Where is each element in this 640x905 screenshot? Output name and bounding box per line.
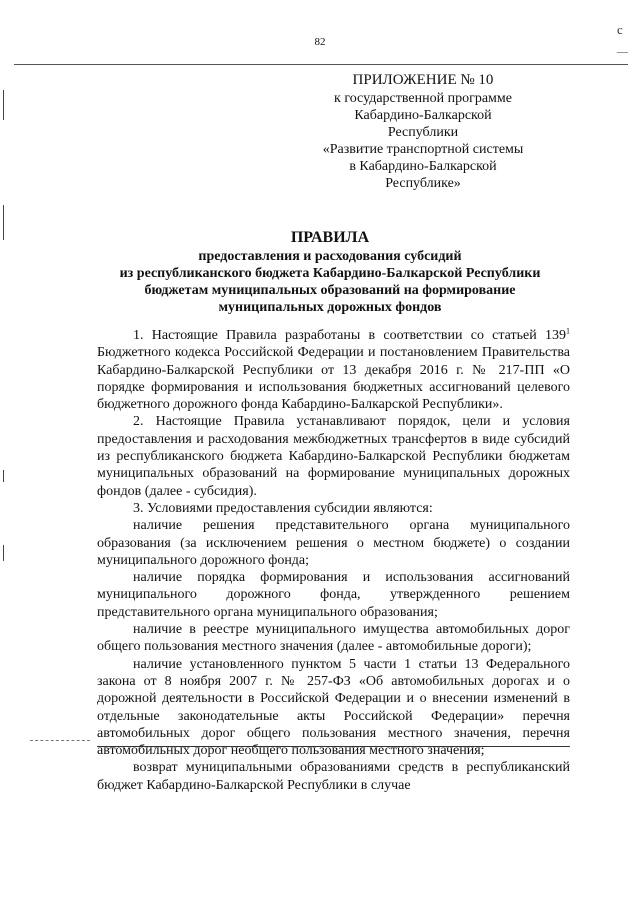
appendix-line: Кабардино-Балкарской Республики — [354, 108, 492, 140]
appendix-line: «Развитие транспортной системы — [322, 142, 524, 157]
condition-5: возврат муниципальными образованиями средств в республиканский бюджет Кабардино-Балкарской Республики в случае — [97, 760, 570, 793]
margin-line — [3, 545, 4, 561]
corner-mark: с — [617, 22, 623, 37]
condition-4: наличие установленного пунктом 5 части 1 статьи 13 Федерального закона от 8 ноября 2007 г. № 257-ФЗ «Об автомобильных дорогах и о дорожной деятельности в Российской Федерации и о внесении изменений в отдельные законодательные акты Российской Федерации» перечня автомобильных дорог общего пользования местного значения, перечня автомобильных дорог необщего пользования местного значения; — [97, 656, 570, 759]
appendix-line: к государственной программе — [334, 91, 512, 106]
paragraph-2: 2. Настоящие Правила устанавливают порядок, цели и условия предоставления и расходования межбюджетных трансфертов в виде субсидий из республиканского бюджета Кабардино-Балкарской Республики бюджетам муниципальных образований на формирование муниципальных дорожных фондов (далее - субсидия). — [97, 414, 570, 499]
margin-line — [3, 90, 4, 120]
scan-artifact-line — [30, 740, 90, 741]
footnote-superscript: 1 — [566, 326, 570, 336]
appendix-line: в Кабардино-Балкарской — [349, 159, 497, 174]
document-title: ПРАВИЛА — [290, 229, 370, 246]
corner-mark-dash: — — [617, 46, 628, 58]
page-number: 82 — [314, 36, 326, 48]
paragraph-3: 3. Условиями предоставления субсидии являются: — [133, 500, 433, 516]
appendix-line: Республике» — [385, 176, 461, 191]
condition-2: наличие порядка формирования и использования ассигнований муниципального дорожного фонда, утвержденного решением представительного органа муниципального образования; — [97, 570, 570, 620]
margin-line — [3, 470, 4, 482]
appendix-title: ПРИЛОЖЕНИЕ № 10 — [352, 72, 494, 88]
scan-artifact-line — [97, 746, 570, 747]
paragraph-1 — [97, 327, 570, 413]
document-heading — [80, 228, 580, 316]
condition-1: наличие решения представительного органа муниципального образования (за исключением решения о местном бюджете) о создании муниципального дорожного фонда; — [97, 518, 570, 568]
paragraph-1-rest: Бюджетного кодекса Российской Федерации и постановлением Правительства Кабардино-Балкарской Республики от 13 декабря 2016 г. № 217-ПП «О порядке формирования и использования бюджетных ассигнований целевого бюджетного дорожного фонда Кабардино-Балкарской Республики». — [97, 345, 570, 413]
document-body — [97, 327, 570, 794]
margin-line — [3, 205, 4, 240]
heading-line: из республиканского бюджета Кабардино-Балкарской Республики — [119, 266, 541, 281]
paragraph-1-text: 1. Настоящие Правила разработаны в соответствии со статьей 139 — [133, 328, 566, 343]
header-rule — [14, 64, 628, 65]
appendix-block — [318, 70, 528, 192]
heading-line: муниципальных дорожных фондов — [218, 300, 442, 315]
condition-3: наличие в реестре муниципального имущества автомобильных дорог общего пользования местного значения (далее - автомобильные дороги); — [97, 622, 570, 655]
heading-line: бюджетам муниципальных образований на формирование — [144, 283, 516, 298]
heading-line: предоставления и расходования субсидий — [198, 249, 462, 264]
